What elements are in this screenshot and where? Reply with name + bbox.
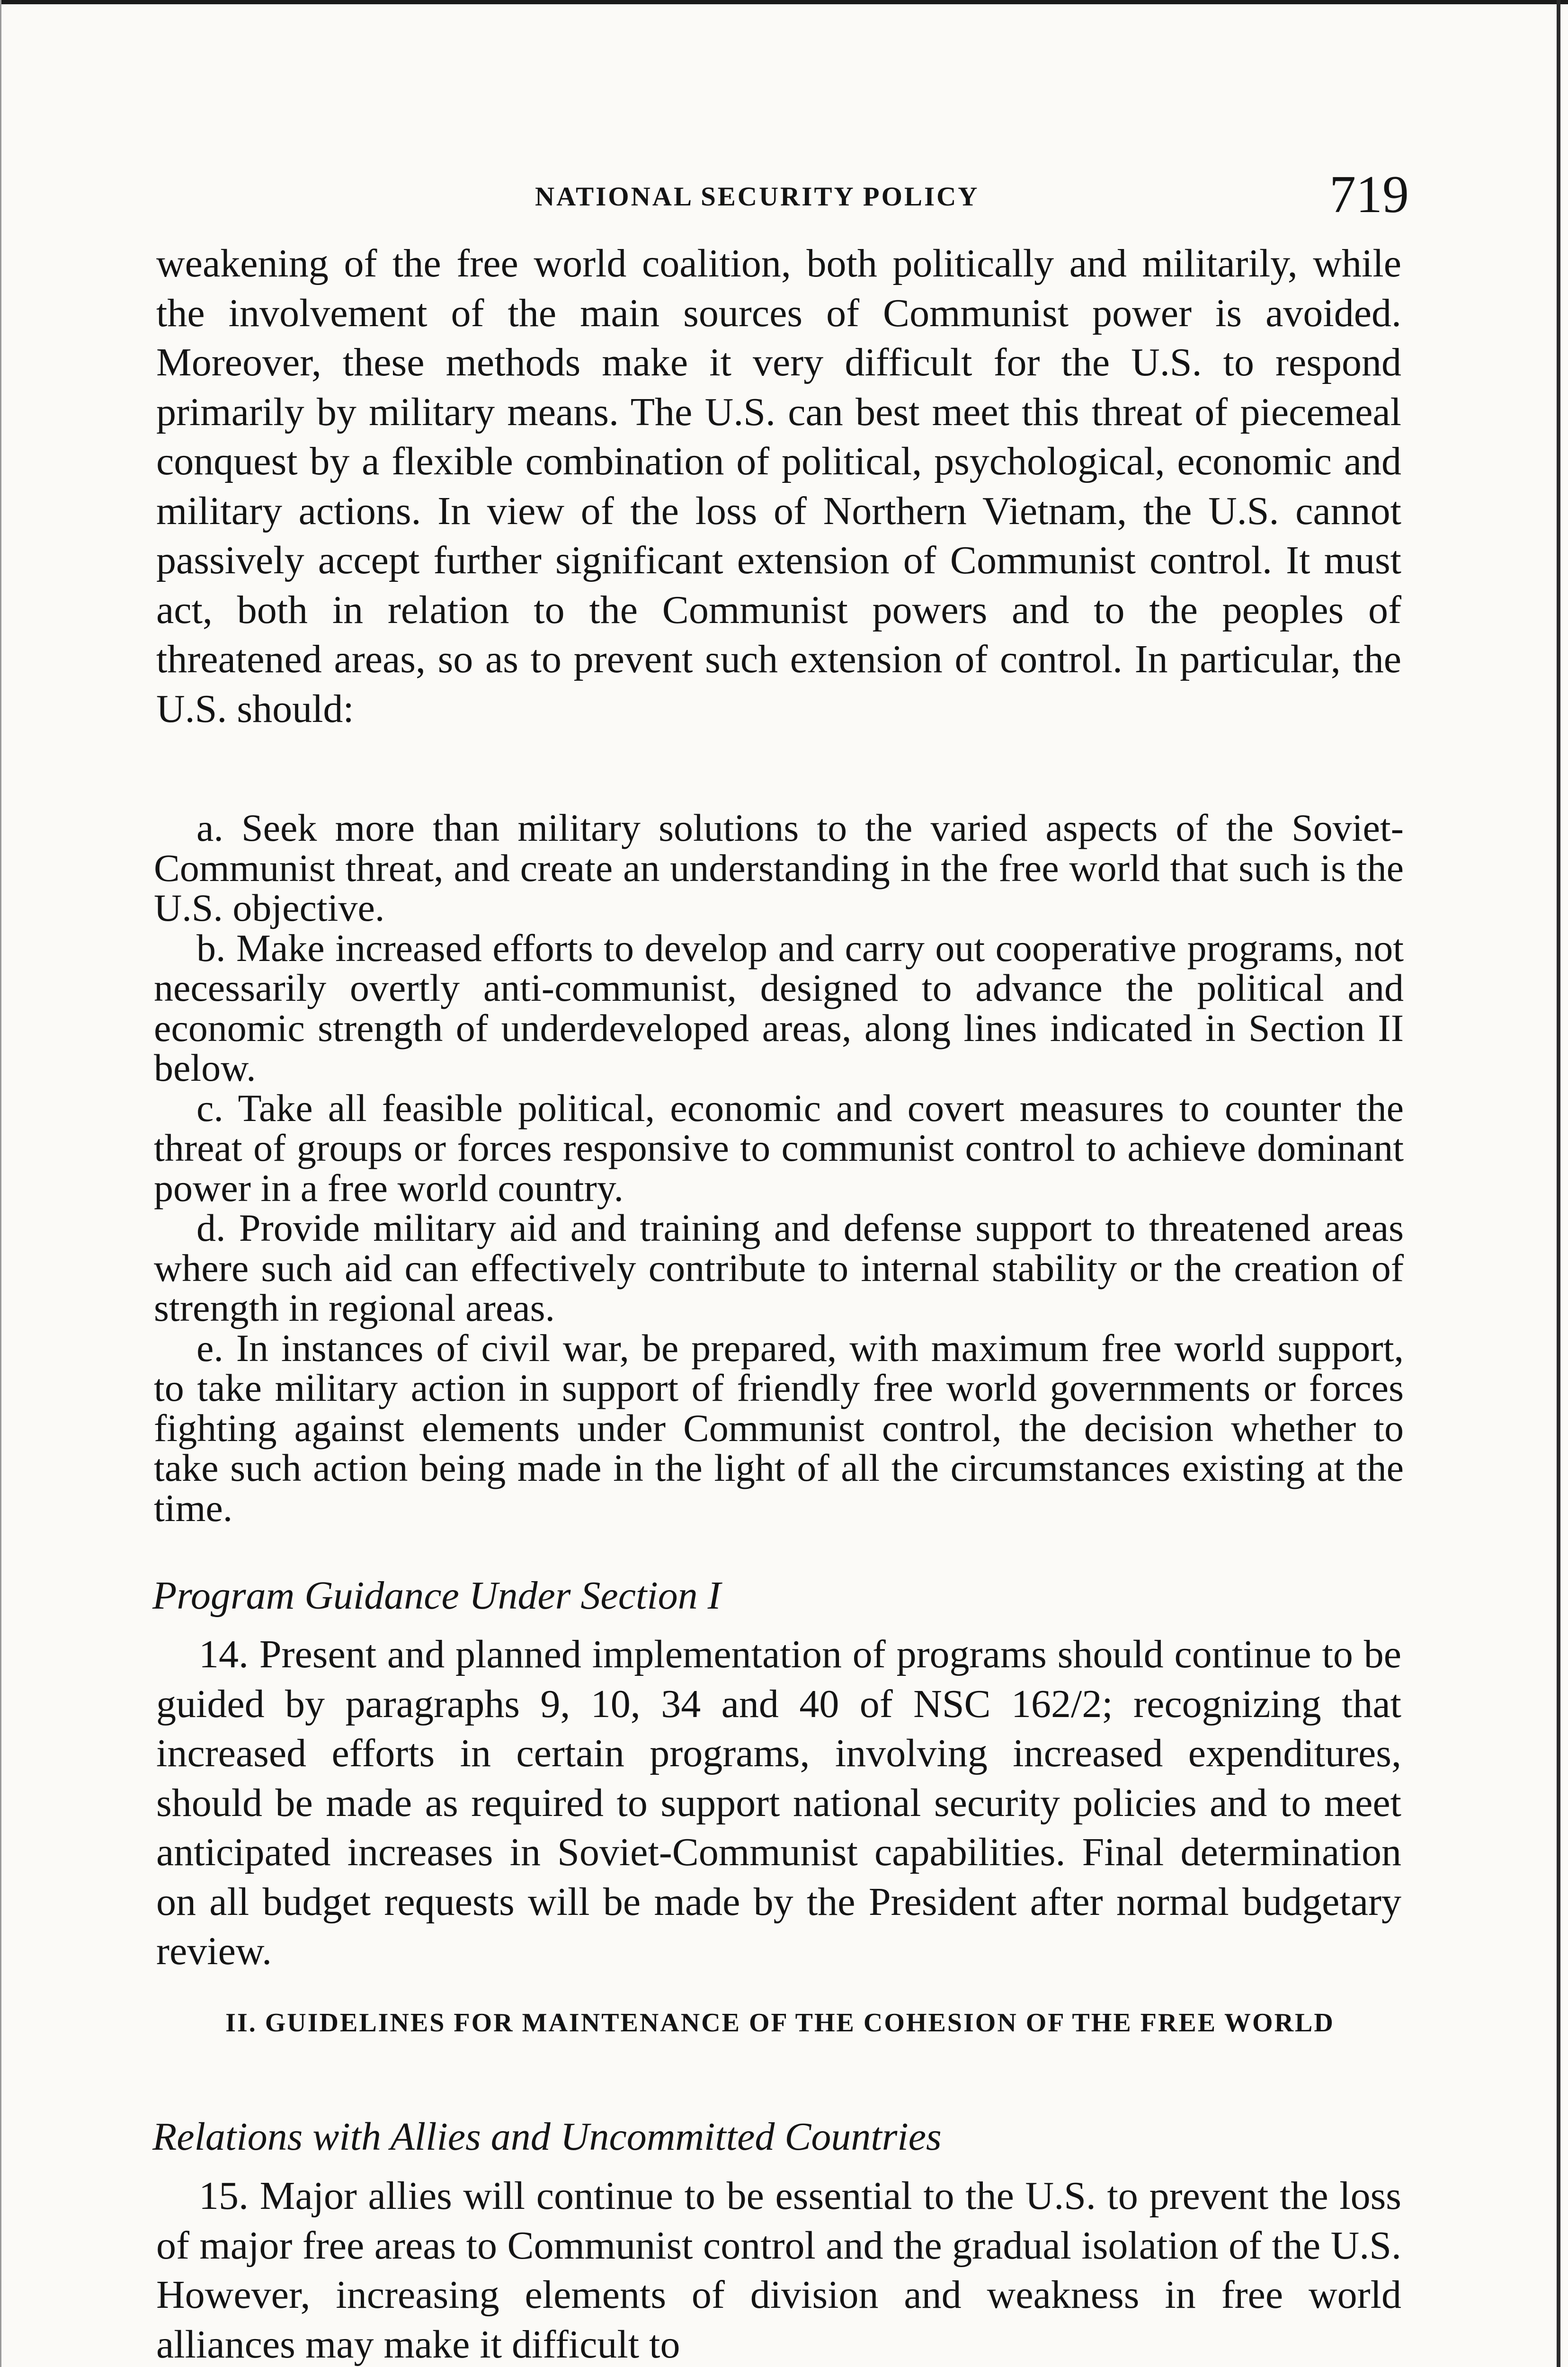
running-head: NATIONAL SECURITY POLICY [535,182,980,212]
list-item: d. Provide military aid and training and defense support to threatened areas where such aid can effectively contribute to internal stability or the creation of strength in regional areas. [154,1206,1404,1329]
right-edge-border [1557,0,1560,2367]
paragraph-15: 15. Major allies will continue to be essential to the U.S. to prevent the loss of major free areas to Communist control and the gradual isolation of the U.S. However, increasing elements of division and weakness in free world alliances may make it difficult to [156,2174,1401,2367]
list-item: c. Take all feasible political, economic and covert measures to counter the threat of groups or forces responsive to communist control to achieve dominant power in a free world country. [154,1086,1404,1210]
opening-paragraph: weakening of the free world coalition, both politically and militarily, while the involvement of the main sources of Communist power is avoided. Moreover, these methods make it very difficult for the U.S. to respond primarily by military means. The U.S. can best meet this threat of piecemeal conquest by a flexible combination of political, psychological, economic and military actions. In view of the loss of Northern Vietnam, the U.S. cannot passively accept further significant extension of Communist control. It must act, both in relation to the Communist powers and to the peoples of threatened areas, so as to prevent such extension of control. In particular, the U.S. should: [156,241,1401,731]
section-heading: II. GUIDELINES FOR MAINTENANCE OF THE COHESION OF THE FREE WORLD [225,2008,1335,2038]
recommendation-list [154,808,1404,1528]
list-item: a. Seek more than military solutions to the varied aspects of the Soviet-Communist threat, and create an understanding in the free world that such is the U.S. objective. [154,806,1404,929]
list-item: e. In instances of civil war, be prepared, with maximum free world support, to take military action in support of friendly free world governments or forces fighting against elements under Communist control, the decision whether to take such action being made in the light of all the circumstances existing at the time. [154,1326,1404,1530]
subheading-relations: Relations with Allies and Uncommitted Countries [152,2115,942,2159]
page-number: 719 [1329,165,1409,224]
list-item: b. Make increased efforts to develop and carry out cooperative programs, not necessarily overtly anti-communist, designed to advance the political and economic strength of underdeveloped areas, along lines indicated in Section II below. [154,926,1404,1089]
left-edge-border [0,0,1,2367]
subheading-program-guidance: Program Guidance Under Section I [152,1574,721,1618]
paragraph-14: 14. Present and planned implementation of programs should continue to be guided by paragraphs 9, 10, 34 and 40 of NSC 162/2; recognizing that increased efforts in certain programs, involving increased expenditures, should be made as required to support national security policies and to meet anticipated increases in Soviet-Communist capabilities. Final determination on all budget requests will be made by the President after normal budgetary review. [156,1632,1401,1973]
top-edge-border [0,0,1568,4]
